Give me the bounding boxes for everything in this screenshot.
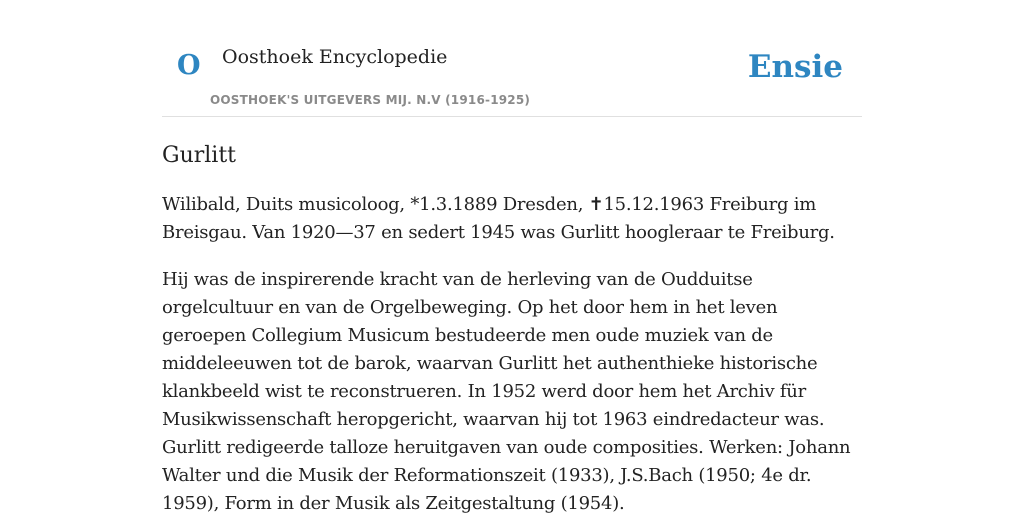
brand-logo-link[interactable]: Ensie: [747, 49, 843, 85]
site-header: [162, 0, 862, 117]
page-container: [162, 0, 862, 518]
article-paragraph: Wilibald, Duits musicoloog, *1.3.1889 Dresden, ✝15.12.1963 Freiburg im Breisgau. Van 1920—37 en sedert 1945 was Gurlitt hoogleraar te Freiburg.: [162, 194, 835, 244]
logo-icon[interactable]: O: [177, 50, 201, 81]
publisher-subtitle: OOSTHOEK'S UITGEVERS MIJ. N.V (1916-1925): [210, 93, 531, 107]
article-body: [162, 191, 862, 518]
article-title: Gurlitt: [162, 143, 237, 168]
article-paragraph: Hij was de inspirerende kracht van de herleving van de Oudduitse orgelcultuur en van de Orgelbeweging. Op het door hem in het leven geroepen Collegium Musicum bestudeerde men oude muziek van de middeleeuwen tot de barok, waarvan Gurlitt het authenthieke historische klankbeeld wist te reconstrueren. In 1952 werd door hem het Archiv für Musikwissenschaft heropgericht, waarvan hij tot 1963 eindredacteur was. Gurlitt redigeerde talloze heruitgaven van oude composities. Werken: Johann Walter und die Musik der Reformationszeit (1933), J.S.Bach (1950; 4e dr. 1959), Form in der Musik als Zeitgestaltung (1954).: [162, 269, 851, 515]
site-title[interactable]: Oosthoek Encyclopedie: [222, 46, 448, 68]
